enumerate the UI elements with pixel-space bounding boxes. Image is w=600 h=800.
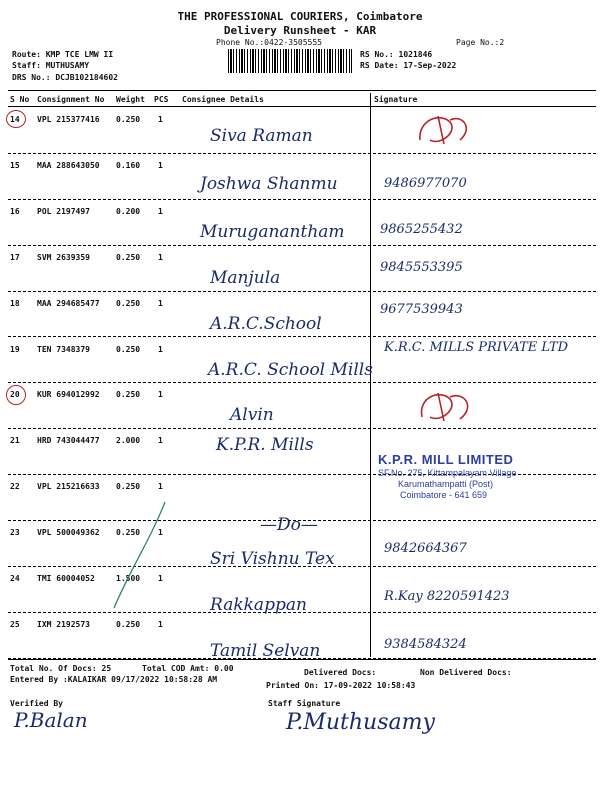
row-sno: 14: [10, 115, 20, 124]
row-consignee-handwriting: Sri Vishnu Tex: [210, 549, 335, 570]
row-sno: 25: [10, 619, 20, 629]
row-pcs: 1: [158, 528, 163, 538]
staff-signature: P.Muthusamy: [286, 710, 435, 735]
footer-rule: [8, 659, 596, 660]
row-signature-handwriting: 9677539943: [380, 301, 463, 317]
staff: Staff: MUTHUSAMY: [12, 61, 90, 70]
row-consignee-handwriting: Muruganantham: [200, 221, 345, 242]
row-signature-handwriting: 9842664367: [384, 541, 467, 557]
phone-number: Phone No.:0422-3505555: [216, 38, 322, 47]
row-weight: 2.000: [116, 436, 141, 446]
table-header-rule: [8, 106, 596, 107]
row-consignee-handwriting: Rakkappan: [210, 595, 307, 615]
table-row: [0, 246, 600, 292]
table-row: [0, 383, 600, 429]
row-consignment-no: MAA 288643050: [37, 160, 100, 170]
entered-by: Entered By :KALAIKAR 09/17/2022 10:58:28 AM: [10, 675, 218, 684]
table-row: [0, 613, 600, 659]
row-consignment-no: POL 2197497: [37, 206, 90, 216]
row-signature-handwriting: 9486977070: [384, 175, 467, 191]
row-pcs: 1: [158, 574, 163, 583]
circle-mark-row-20: [6, 385, 26, 405]
table-row: [0, 292, 600, 338]
row-weight: 0.250: [116, 298, 141, 308]
row-sno: 21: [10, 436, 20, 446]
row-sno: 17: [10, 252, 20, 262]
row-pcs: 1: [158, 160, 163, 170]
company-title: THE PROFESSIONAL COURIERS, Coimbatore: [177, 10, 423, 23]
verified-signature: P.Balan: [14, 708, 88, 732]
table-top-rule: [8, 90, 596, 91]
route: Route: KMP TCE LMW II: [12, 50, 114, 59]
row-pcs: 1: [158, 390, 163, 400]
non-delivered-docs: Non Delivered Docs:: [420, 668, 512, 677]
row-consignment-no: TEN 7348379: [37, 344, 90, 354]
row-signature-handwriting: K.R.C. MILLS PRIVATE LTD: [384, 339, 569, 355]
row-consignee-handwriting: A.R.C.School: [210, 313, 322, 334]
row-consignee-handwriting: Tamil Selvan: [210, 640, 321, 661]
row-weight: 0.160: [116, 160, 141, 170]
col-signature: Signature: [374, 95, 418, 104]
red-signature-row-20: [410, 385, 480, 427]
row-consignment-no: TMI 60004052: [37, 574, 95, 583]
row-consignee-handwriting: Alvin: [230, 405, 274, 426]
row-pcs: 1: [158, 436, 163, 446]
row-sno: 15: [10, 160, 20, 170]
row-sno: 23: [10, 528, 20, 538]
row-sno: 18: [10, 298, 20, 308]
row-signature-handwriting: 9845553395: [380, 259, 463, 275]
row-pcs: 1: [158, 115, 163, 124]
barcode: [228, 49, 352, 73]
row-weight: 0.250: [116, 115, 141, 124]
drs-number: DRS No.: DCJB102184602: [12, 73, 118, 82]
row-pcs: 1: [158, 619, 163, 629]
row-consignee-handwriting: Joshwa Shanmu: [200, 173, 338, 194]
col-sno: S No: [10, 95, 30, 104]
staff-signature-label: Staff Signature: [268, 699, 341, 708]
stamp-line-1: SF.No. 275, Kittampalayam Village: [378, 468, 517, 478]
row-weight: 0.200: [116, 206, 141, 216]
table-row: [0, 108, 600, 154]
col-weight: Weight: [116, 95, 145, 104]
row-weight: 0.250: [116, 390, 141, 400]
row-weight: 0.250: [116, 344, 141, 354]
row-consignee-handwriting: K.P.R. Mills: [216, 435, 314, 456]
row-consignment-no: VPL 215216633: [37, 482, 100, 492]
table-row: [0, 200, 600, 246]
row-consignee-handwriting: Manjula: [210, 267, 281, 288]
row-weight: 0.250: [116, 619, 141, 629]
row-pcs: 1: [158, 344, 163, 354]
stamp-line-2: Karumathampatti (Post): [398, 479, 494, 489]
row-sno: 20: [10, 390, 20, 400]
company-stamp: [378, 452, 574, 500]
red-signature-row-14: [410, 110, 480, 152]
rs-number: RS No.: 1021846: [360, 50, 433, 59]
row-consignment-no: MAA 294685477: [37, 298, 100, 308]
delivered-docs: Delivered Docs:: [304, 668, 377, 677]
row-weight: 0.250: [116, 482, 141, 492]
row-weight: 1.500: [116, 574, 141, 583]
printed-on: Printed On: 17-09-2022 10:58:43: [266, 681, 416, 690]
row-consignment-no: HRD 743044477: [37, 436, 100, 446]
total-docs: Total No. Of Docs: 25: [10, 664, 112, 673]
row-pcs: 1: [158, 252, 163, 262]
stamp-line-3: Coimbatore - 641 659: [400, 490, 488, 500]
runsheet-title: Delivery Runsheet - KAR: [223, 24, 377, 37]
table-row: [0, 154, 600, 200]
row-pcs: 1: [158, 206, 163, 216]
row-signature-handwriting: 9865255432: [380, 221, 463, 237]
row-weight: 0.250: [116, 252, 141, 262]
stamp-name: K.P.R. MILL LIMITED: [378, 452, 514, 467]
row-pcs: 1: [158, 298, 163, 308]
row-signature-handwriting: R.Kay 8220591423: [384, 589, 510, 604]
row-signature-handwriting: 9384584324: [384, 636, 467, 652]
page-number: Page No.:2: [456, 38, 505, 47]
row-consignment-no: VPL 500049362: [37, 528, 100, 538]
row-consignment-no: KUR 694012992: [37, 390, 100, 400]
row-consignment-no: VPL 215377416: [37, 115, 100, 124]
row-sno: 22: [10, 482, 20, 492]
row-consignee-handwriting: Siva Raman: [210, 126, 313, 146]
row-consignee-handwriting: —Do—: [260, 515, 318, 536]
col-pcs: PCS: [154, 95, 169, 104]
green-stray-stroke: [110, 500, 170, 610]
row-consignment-no: IXM 2192573: [37, 619, 90, 629]
table-row: [0, 567, 600, 613]
row-sno: 19: [10, 344, 20, 354]
verified-by-label: Verified By: [10, 699, 63, 708]
total-cod: Total COD Amt: 0.00: [142, 664, 234, 673]
table-row: [0, 521, 600, 570]
table-row: [0, 338, 600, 384]
row-consignee-handwriting: A.R.C. School Mills: [208, 359, 373, 380]
row-weight: 0.250: [116, 528, 141, 538]
rs-date: RS Date: 17-Sep-2022: [360, 61, 457, 70]
circle-mark-row-14: [6, 110, 26, 128]
col-consignment: Consignment No: [37, 95, 105, 104]
row-sno: 16: [10, 206, 20, 216]
row-pcs: 1: [158, 482, 163, 492]
row-sno: 24: [10, 574, 20, 583]
row-consignment-no: SVM 2639359: [37, 252, 90, 262]
col-consignee-details: Consignee Details: [182, 95, 264, 104]
